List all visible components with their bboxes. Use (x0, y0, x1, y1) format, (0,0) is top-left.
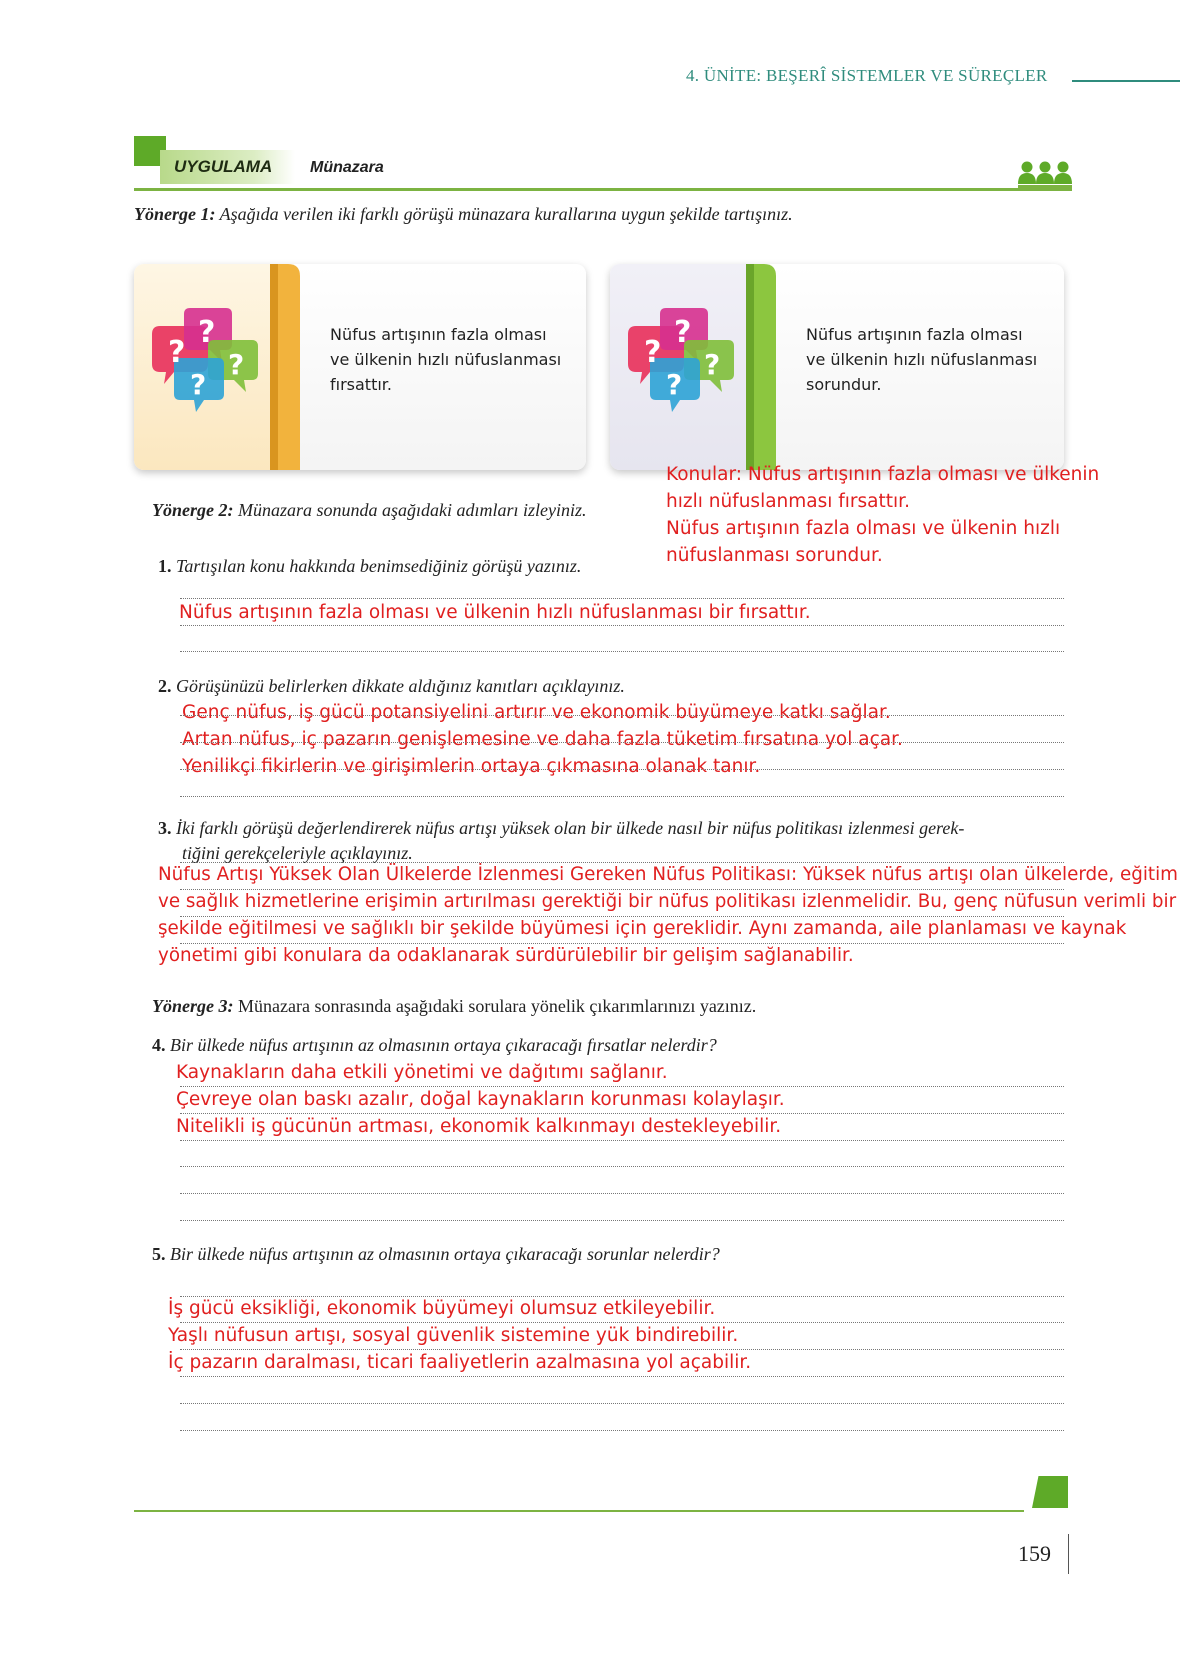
footer-rule (134, 1510, 1024, 1512)
answer-line (180, 1193, 1064, 1194)
question-1: 1. Tartışılan konu hakkında benimsediğiniz görüşü yazınız. (158, 556, 582, 576)
answer-line (180, 625, 1064, 626)
answer-line (180, 651, 1064, 652)
svg-text:?: ? (198, 315, 216, 350)
answer-4-line-3[interactable]: Nitelikli iş gücünün artması, ekonomik kalkınmayı destekleyebilir. (176, 1116, 782, 1137)
svg-text:?: ? (674, 315, 692, 350)
opinion-card-opportunity (134, 264, 586, 470)
answer-1-text[interactable]: Nüfus artışının fazla olması ve ülkenin hızlı nüfuslanması bir fırsattır. (179, 602, 811, 623)
card-ribbon (746, 264, 776, 470)
unit-title: 4. ÜNİTE: BEŞERÎ SİSTEMLER VE SÜREÇLER (686, 66, 1048, 85)
activity-header-rule (134, 188, 1072, 191)
question-2: 2. Görüşünüzü belirlerken dikkate aldığınız kanıtları açıklayınız. (158, 676, 625, 696)
page-number: 159 (1018, 1541, 1051, 1566)
answer-line (180, 1166, 1064, 1167)
answer-3-line-3[interactable]: şekilde eğitilmesi ve sağlıklı bir şekilde büyümesi için gereklidir. Aynı zamanda, aile planlaması ve kaynak (158, 918, 1127, 939)
svg-text:?: ? (190, 368, 207, 401)
answer-2-line-1[interactable]: Genç nüfus, iş gücü potansiyelini artırır ve ekonomik büyümeye katkı sağlar. (182, 702, 891, 723)
question-3-text-line-2: tiğini gerekçeleriyle açıklayınız. (182, 843, 413, 863)
answer-line (180, 715, 1064, 716)
question-bubbles-icon (624, 304, 742, 422)
answer-line (180, 796, 1064, 797)
question-bubbles-icon (148, 304, 266, 422)
opinion-card-problem (610, 264, 1064, 470)
svg-text:?: ? (666, 368, 683, 401)
directive-1-text: Aşağıda verilen iki farklı görüşü münazara kurallarına uygun şekilde tartışınız. (219, 204, 793, 224)
annotation-topics-line-4: nüfuslanması sorundur. (666, 545, 883, 566)
directive-3-label: Yönerge 3: (152, 996, 234, 1016)
directive-1-label: Yönerge 1: (134, 204, 216, 224)
answer-2-line-3[interactable]: Yenilikçi fikirlerin ve girişimlerin ortaya çıkmasına olanak tanır. (182, 756, 761, 777)
svg-text:?: ? (168, 335, 186, 370)
answer-line (180, 1403, 1064, 1404)
svg-text:?: ? (228, 348, 245, 381)
page-number-divider (1068, 1534, 1069, 1574)
answer-line (180, 1376, 1064, 1377)
answer-3-line-4[interactable]: yönetimi gibi konulara da odaklanarak sürdürülebilir bir gelişim sağlanabilir. (158, 945, 854, 966)
footer-corner-square (1032, 1476, 1068, 1508)
unit-title-rule (1072, 80, 1180, 82)
group-people-icon (1018, 160, 1072, 188)
answer-line (180, 1430, 1064, 1431)
activity-tag: UYGULAMA (160, 150, 295, 184)
directive-3 (152, 996, 756, 1017)
question-3-text-line-1: İki farklı görüşü değerlendirerek nüfus artışı yüksek olan bir ülkede nasıl bir nüfus politikası izlenmesi gerek- (176, 818, 965, 838)
svg-text:?: ? (704, 348, 721, 381)
svg-text:?: ? (644, 335, 662, 370)
question-5: 5. Bir ülkede nüfus artışının az olmasının ortaya çıkaracağı sorunlar nelerdir? (152, 1244, 720, 1264)
answer-line (180, 1322, 1064, 1323)
annotation-topics-line-3: Nüfus artışının fazla olması ve ülkenin hızlı (666, 518, 1061, 539)
question-5-text: Bir ülkede nüfus artışının az olmasının ortaya çıkaracağı sorunlar nelerdir? (170, 1244, 720, 1264)
directive-3-text: Münazara sonrasında aşağıdaki sorulara yönelik çıkarımlarınızı yazınız. (237, 996, 757, 1016)
answer-line (180, 1140, 1064, 1141)
answer-line (180, 1349, 1064, 1350)
card-ribbon (270, 264, 300, 470)
card-text: Nüfus artışının fazla olması ve ülkenin hızlı nüfuslanması fırsattır. (330, 325, 562, 394)
activity-subtitle: Münazara (310, 159, 384, 176)
directive-2-label: Yönerge 2: (152, 500, 234, 520)
answer-4-line-2[interactable]: Çevreye olan baskı azalır, doğal kaynakların korunması kolaylaşır. (176, 1089, 785, 1110)
directive-2 (152, 500, 587, 521)
answer-line (180, 1296, 1064, 1297)
card-text: Nüfus artışının fazla olması ve ülkenin hızlı nüfuslanması sorundur. (806, 325, 1038, 394)
answer-3-line-1[interactable]: Nüfus Artışı Yüksek Olan Ülkelerde İzlenmesi Gereken Nüfus Politikası: Yüksek nüfus artışı olan ülkelerde, eğitim (158, 864, 1178, 885)
answer-3-line-2[interactable]: ve sağlık hizmetlerine erişimin artırılması gerektiği bir nüfus politikası izlenmelidir. Bu, genç nüfusun verimli bir (158, 891, 1177, 912)
answer-5-line-2[interactable]: Yaşlı nüfusun artışı, sosyal güvenlik sistemine yük bindirebilir. (168, 1325, 739, 1346)
answer-4-line-1[interactable]: Kaynakların daha etkili yönetimi ve dağıtımı sağlanır. (176, 1062, 668, 1083)
answer-5-line-3[interactable]: İç pazarın daralması, ticari faaliyetlerin azalmasına yol açabilir. (168, 1352, 752, 1373)
answer-line (180, 598, 1064, 599)
answer-line (180, 889, 1064, 890)
answer-line (180, 742, 1064, 743)
answer-5-line-1[interactable]: İş gücü eksikliği, ekonomik büyümeyi olumsuz etkileyebilir. (168, 1298, 716, 1319)
annotation-topics-line-1: Konular: Nüfus artışının fazla olması ve ülkenin (666, 464, 1100, 485)
question-1-text: Tartışılan konu hakkında benimsediğiniz görüşü yazınız. (176, 556, 582, 576)
annotation-topics-line-2: hızlı nüfuslanması fırsattır. (666, 491, 910, 512)
answer-line (180, 769, 1064, 770)
answer-line (180, 1086, 1064, 1087)
directive-1 (134, 204, 793, 225)
question-3: 3. İki farklı görüşü değerlendirerek nüfus artışı yüksek olan bir ülkede nasıl bir nüfus politikası izlenmesi gerek- (158, 818, 965, 838)
answer-line (180, 1113, 1064, 1114)
answer-2-line-2[interactable]: Artan nüfus, iç pazarın genişlemesine ve daha fazla tüketim fırsatına yol açar. (182, 729, 903, 750)
answer-line (180, 916, 1064, 917)
answer-line (180, 943, 1064, 944)
question-2-text: Görüşünüzü belirlerken dikkate aldığınız kanıtları açıklayınız. (176, 676, 625, 696)
answer-line (180, 1220, 1064, 1221)
directive-2-text: Münazara sonunda aşağıdaki adımları izleyiniz. (237, 500, 587, 520)
answer-line (180, 862, 1064, 863)
question-4: 4. Bir ülkede nüfus artışının az olmasının ortaya çıkaracağı fırsatlar nelerdir? (152, 1035, 717, 1055)
question-4-text: Bir ülkede nüfus artışının az olmasının ortaya çıkaracağı fırsatlar nelerdir? (170, 1035, 717, 1055)
